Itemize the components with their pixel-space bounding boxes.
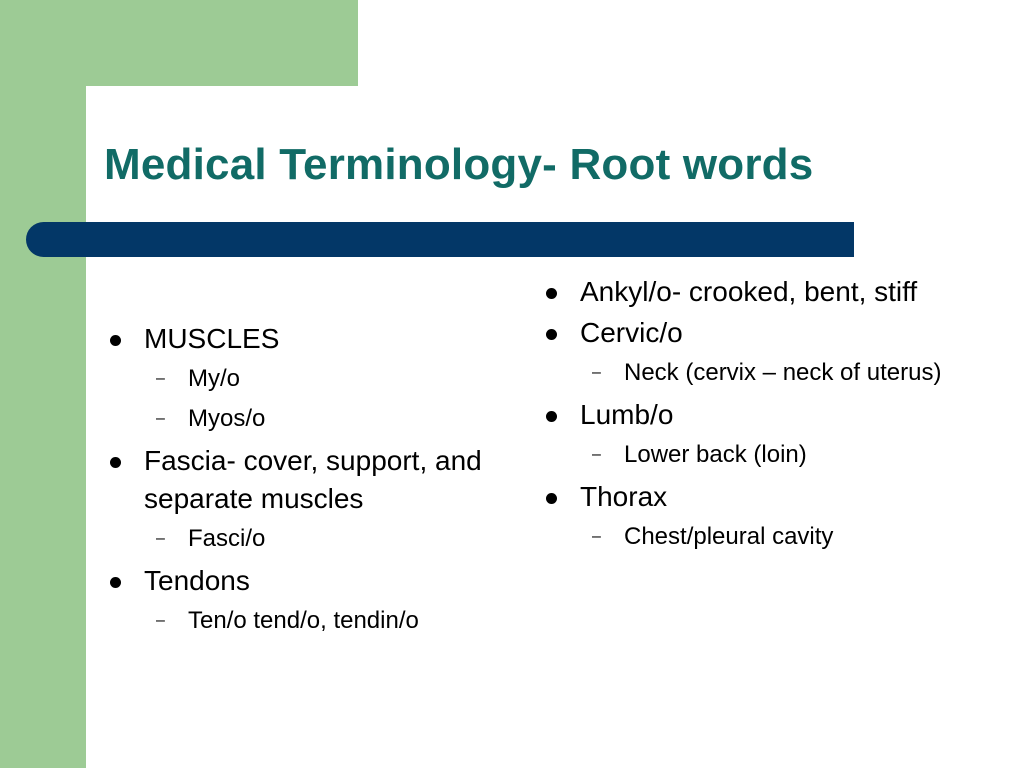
bullet-icon bbox=[546, 411, 557, 422]
slide-title: Medical Terminology- Root words bbox=[104, 140, 814, 189]
list-item bbox=[104, 562, 524, 638]
sub-list-item-text: Neck (cervix – neck of uterus) bbox=[624, 359, 942, 386]
green-side-band bbox=[0, 0, 86, 768]
sub-list bbox=[144, 522, 524, 556]
list-item-text: Cervic/o bbox=[580, 317, 683, 348]
dash-icon: – bbox=[156, 370, 165, 387]
dash-icon: – bbox=[592, 528, 601, 545]
green-top-band bbox=[0, 0, 358, 86]
bullet-icon bbox=[546, 329, 557, 340]
dash-icon: – bbox=[592, 364, 601, 381]
sub-list bbox=[144, 604, 524, 638]
left-column bbox=[104, 320, 524, 644]
dash-icon: – bbox=[592, 446, 601, 463]
right-column bbox=[540, 273, 960, 560]
list-item bbox=[540, 273, 960, 311]
sub-list-item bbox=[580, 438, 960, 472]
sub-list bbox=[144, 362, 524, 436]
bullet-icon bbox=[110, 335, 121, 346]
sub-list-item-text: My/o bbox=[188, 365, 241, 392]
list-item-text: Fascia- cover, support, and separate muscles bbox=[144, 445, 482, 514]
sub-list-item bbox=[144, 604, 524, 638]
list-item-text: Thorax bbox=[580, 481, 668, 512]
list-item bbox=[540, 478, 960, 554]
sub-list-item-text: Chest/pleural cavity bbox=[624, 523, 834, 550]
list-item-text: MUSCLES bbox=[144, 323, 280, 354]
left-bullet-list bbox=[104, 320, 524, 638]
bullet-icon bbox=[546, 493, 557, 504]
list-item-text: Ankyl/o- crooked, bent, stiff bbox=[580, 276, 918, 307]
list-item bbox=[104, 320, 524, 436]
list-item-text: Lumb/o bbox=[580, 399, 674, 430]
dash-icon: – bbox=[156, 410, 165, 427]
list-item bbox=[104, 442, 524, 556]
title-underline-bar bbox=[26, 222, 854, 257]
sub-list-item-text: Fasci/o bbox=[188, 525, 266, 552]
sub-list-item bbox=[580, 356, 960, 390]
bullet-icon bbox=[546, 288, 557, 299]
sub-list-item bbox=[144, 402, 524, 436]
list-item bbox=[540, 314, 960, 390]
dash-icon: – bbox=[156, 612, 165, 629]
sub-list bbox=[580, 520, 960, 554]
sub-list bbox=[580, 356, 960, 390]
bullet-icon bbox=[110, 577, 121, 588]
right-bullet-list bbox=[540, 273, 960, 554]
sub-list-item bbox=[144, 522, 524, 556]
sub-list-item bbox=[580, 520, 960, 554]
sub-list-item bbox=[144, 362, 524, 396]
list-item bbox=[540, 396, 960, 472]
list-item-text: Tendons bbox=[144, 565, 250, 596]
bullet-icon bbox=[110, 457, 121, 468]
sub-list-item-text: Myos/o bbox=[188, 405, 266, 432]
sub-list-item-text: Lower back (loin) bbox=[624, 441, 807, 468]
sub-list bbox=[580, 438, 960, 472]
sub-list-item-text: Ten/o tend/o, tendin/o bbox=[188, 607, 419, 634]
dash-icon: – bbox=[156, 530, 165, 547]
content-area-corner bbox=[86, 86, 146, 146]
